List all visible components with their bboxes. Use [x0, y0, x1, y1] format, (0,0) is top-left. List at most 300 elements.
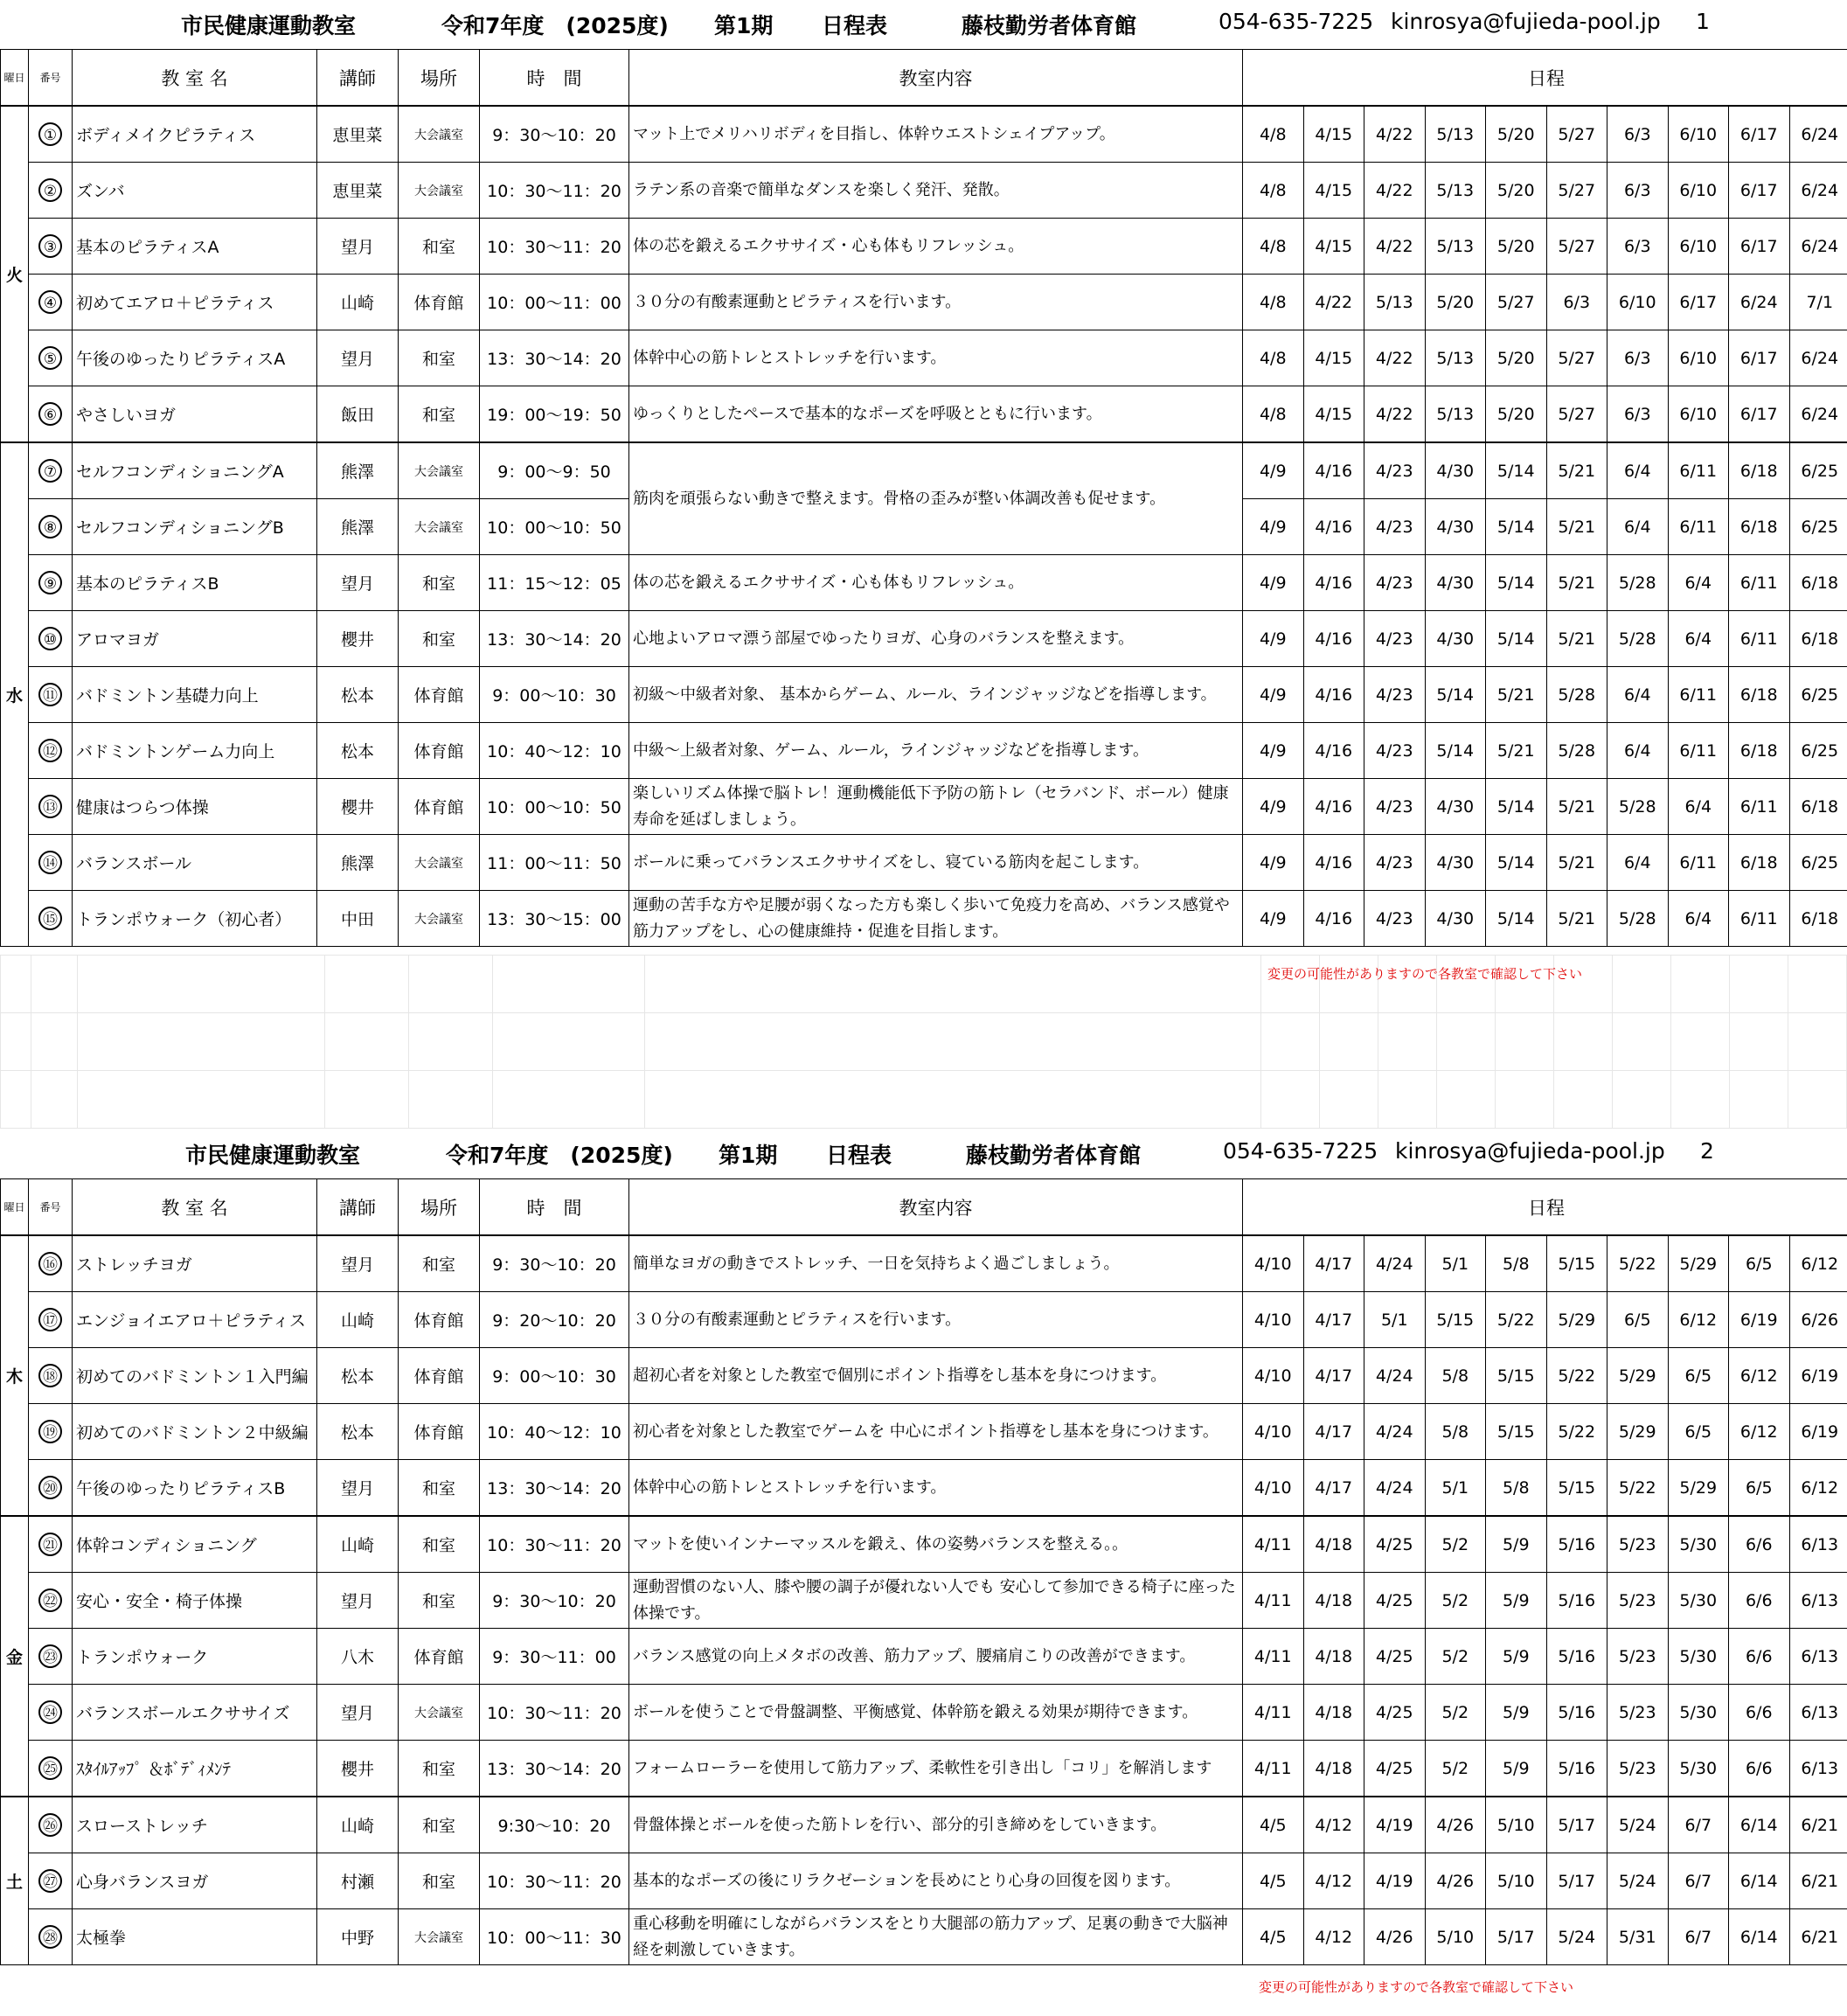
session-date: 4/30 — [1425, 611, 1486, 667]
session-date: 4/11 — [1243, 1516, 1304, 1573]
session-date: 6/25 — [1789, 667, 1847, 723]
session-date: 5/27 — [1546, 386, 1607, 443]
class-name: ズンバ — [73, 163, 317, 219]
session-date: 5/8 — [1425, 1404, 1486, 1460]
session-date: 4/25 — [1364, 1685, 1426, 1741]
class-number: ⑤ — [38, 346, 62, 370]
col-header-time: 時 間 — [480, 50, 629, 107]
session-date: 6/4 — [1668, 779, 1729, 835]
session-date: 5/15 — [1486, 1404, 1547, 1460]
class-time: 13：30～14：20 — [480, 1741, 629, 1797]
session-date: 5/21 — [1546, 611, 1607, 667]
class-number-cell — [29, 163, 73, 219]
session-date: 5/28 — [1607, 891, 1669, 947]
session-date: 4/19 — [1364, 1853, 1426, 1909]
class-time: 10：00～10：50 — [480, 779, 629, 835]
change-notice: 変更の可能性がありますので各教室で確認して下さい — [1267, 966, 1583, 982]
session-date: 4/26 — [1425, 1797, 1486, 1853]
session-date: 5/9 — [1486, 1516, 1547, 1573]
session-date: 4/16 — [1303, 835, 1364, 891]
instructor: 八木 — [317, 1629, 399, 1685]
session-date: 6/24 — [1789, 106, 1847, 163]
session-date: 6/10 — [1668, 106, 1729, 163]
session-date: 6/10 — [1668, 219, 1729, 275]
instructor: 山崎 — [317, 1516, 399, 1573]
place: 体育館 — [399, 779, 480, 835]
session-date: 4/9 — [1243, 723, 1304, 779]
session-date: 5/20 — [1486, 330, 1547, 386]
header-venue: 藤枝勤労者体育館 — [966, 1143, 1142, 1168]
session-date: 6/17 — [1668, 275, 1729, 330]
place: 体育館 — [399, 1348, 480, 1404]
session-date: 6/10 — [1668, 163, 1729, 219]
session-date: 6/25 — [1789, 499, 1847, 555]
session-date: 5/22 — [1546, 1404, 1607, 1460]
class-number-cell — [29, 1348, 73, 1404]
session-date: 6/11 — [1729, 555, 1790, 611]
session-date: 4/22 — [1364, 106, 1426, 163]
header-phone: 054-635-7225 — [1223, 1138, 1378, 1164]
instructor: 山崎 — [317, 1797, 399, 1853]
session-date: 6/18 — [1789, 611, 1847, 667]
session-date: 6/4 — [1607, 442, 1669, 499]
class-number-cell — [29, 779, 73, 835]
session-date: 4/30 — [1425, 779, 1486, 835]
session-date: 5/10 — [1425, 1909, 1486, 1965]
class-content: 簡単なヨガの動きでストレッチ、一日を気持ちよく過ごしましょう。 — [629, 1235, 1243, 1292]
weekday-cell: 水 — [1, 442, 29, 947]
session-date: 6/25 — [1789, 442, 1847, 499]
class-number: ⑮ — [38, 907, 62, 930]
class-name: ボディメイクピラティス — [73, 106, 317, 163]
session-date: 5/16 — [1546, 1516, 1607, 1573]
class-number-cell — [29, 275, 73, 330]
class-name: バランスボール — [73, 835, 317, 891]
session-date: 4/15 — [1303, 106, 1364, 163]
class-number: ㉘ — [38, 1925, 62, 1949]
class-content: ゆっくりとしたペースで基本的なポーズを呼吸とともに行います。 — [629, 386, 1243, 443]
session-date: 4/22 — [1364, 330, 1426, 386]
class-row — [1, 1629, 1847, 1685]
session-date: 4/9 — [1243, 442, 1304, 499]
session-date: 6/3 — [1607, 386, 1669, 443]
session-date: 6/13 — [1789, 1573, 1847, 1629]
session-date: 6/21 — [1789, 1853, 1847, 1909]
session-date: 4/11 — [1243, 1629, 1304, 1685]
session-date: 5/20 — [1425, 275, 1486, 330]
class-row — [1, 611, 1847, 667]
session-date: 5/14 — [1486, 442, 1547, 499]
col-header-number: 番号 — [29, 50, 73, 107]
session-date: 4/17 — [1303, 1460, 1364, 1517]
session-date: 6/5 — [1668, 1404, 1729, 1460]
place: 和室 — [399, 1853, 480, 1909]
session-date: 4/10 — [1243, 1404, 1304, 1460]
class-time: 10：30～11：20 — [480, 219, 629, 275]
session-date: 6/6 — [1729, 1629, 1790, 1685]
class-row — [1, 1404, 1847, 1460]
session-date: 6/6 — [1729, 1573, 1790, 1629]
session-date: 4/23 — [1364, 611, 1426, 667]
session-date: 4/9 — [1243, 555, 1304, 611]
weekday-cell: 火 — [1, 106, 29, 442]
session-date: 4/16 — [1303, 442, 1364, 499]
session-date: 4/22 — [1364, 219, 1426, 275]
session-date: 4/19 — [1364, 1797, 1426, 1853]
session-date: 4/9 — [1243, 667, 1304, 723]
place: 和室 — [399, 1516, 480, 1573]
session-date: 5/24 — [1607, 1853, 1669, 1909]
session-date: 4/23 — [1364, 891, 1426, 947]
col-header-day: 曜日 — [1, 50, 29, 107]
col-header-content: 教室内容 — [629, 1179, 1243, 1236]
session-date: 5/28 — [1546, 723, 1607, 779]
session-date: 5/29 — [1607, 1404, 1669, 1460]
class-time: 11：15～12：05 — [480, 555, 629, 611]
session-date: 5/27 — [1546, 163, 1607, 219]
session-date: 5/29 — [1668, 1460, 1729, 1517]
session-date: 5/1 — [1425, 1460, 1486, 1517]
session-date: 4/22 — [1364, 163, 1426, 219]
session-date: 6/10 — [1668, 330, 1729, 386]
class-number-cell — [29, 667, 73, 723]
class-name: トランポウォーク（初心者） — [73, 891, 317, 947]
session-date: 6/18 — [1729, 499, 1790, 555]
class-content: 筋肉を頑張らない動きで整えます。骨格の歪みが整い体調改善も促せます。 — [629, 442, 1243, 555]
class-row — [1, 555, 1847, 611]
place: 和室 — [399, 1573, 480, 1629]
class-time: 10：40～12：10 — [480, 723, 629, 779]
session-date: 6/7 — [1668, 1909, 1729, 1965]
session-date: 6/11 — [1668, 667, 1729, 723]
class-time: 10：30～11：20 — [480, 1516, 629, 1573]
instructor: 中野 — [317, 1909, 399, 1965]
session-date: 4/9 — [1243, 835, 1304, 891]
session-date: 4/15 — [1303, 330, 1364, 386]
class-row — [1, 1516, 1847, 1573]
class-number: ⑨ — [38, 571, 62, 594]
session-date: 6/10 — [1668, 386, 1729, 443]
class-number: ⑱ — [38, 1364, 62, 1387]
session-date: 5/29 — [1607, 1348, 1669, 1404]
class-number-cell — [29, 611, 73, 667]
class-number-cell — [29, 1629, 73, 1685]
class-time: 9：00～10：30 — [480, 667, 629, 723]
class-name: 基本のピラティスA — [73, 219, 317, 275]
session-date: 5/21 — [1486, 723, 1547, 779]
session-date: 7/1 — [1789, 275, 1847, 330]
session-date: 5/13 — [1364, 275, 1426, 330]
session-date: 5/20 — [1486, 163, 1547, 219]
class-content: 初心者を対象とした教室でゲームを 中心にポイント指導をし基本を身につけます。 — [629, 1404, 1243, 1460]
session-date: 4/18 — [1303, 1741, 1364, 1797]
place: 体育館 — [399, 667, 480, 723]
header-page-number: 1 — [1696, 9, 1710, 34]
instructor: 櫻井 — [317, 779, 399, 835]
class-number: ㉖ — [38, 1813, 62, 1837]
class-time: 9：00～10：30 — [480, 1348, 629, 1404]
class-name: 安心・安全・椅子体操 — [73, 1573, 317, 1629]
class-row — [1, 835, 1847, 891]
class-name: ストレッチヨガ — [73, 1235, 317, 1292]
session-date: 5/15 — [1546, 1235, 1607, 1292]
session-date: 4/24 — [1364, 1460, 1426, 1517]
session-date: 5/24 — [1546, 1909, 1607, 1965]
header-page-number: 2 — [1700, 1138, 1714, 1164]
session-date: 5/9 — [1486, 1573, 1547, 1629]
place: 和室 — [399, 1235, 480, 1292]
class-name: エンジョイエアロ＋ピラティス — [73, 1292, 317, 1348]
session-date: 5/27 — [1486, 275, 1547, 330]
session-date: 5/13 — [1425, 330, 1486, 386]
session-date: 5/14 — [1486, 779, 1547, 835]
class-number: ⑥ — [38, 402, 62, 426]
session-date: 5/14 — [1486, 835, 1547, 891]
col-header-number: 番号 — [29, 1179, 73, 1236]
header-email: kinrosya@fujieda-pool.jp — [1395, 1138, 1665, 1164]
class-number-cell — [29, 1853, 73, 1909]
session-date: 5/15 — [1425, 1292, 1486, 1348]
session-date: 5/9 — [1486, 1741, 1547, 1797]
session-date: 4/17 — [1303, 1235, 1364, 1292]
class-content: 骨盤体操とボールを使った筋トレを行い、部分的引き締めをしていきます。 — [629, 1797, 1243, 1853]
class-content: 中級～上級者対象、ゲーム、ルール，ラインジャッジなどを指導します。 — [629, 723, 1243, 779]
header-row — [1, 1179, 1847, 1236]
session-date: 6/7 — [1668, 1853, 1729, 1909]
session-date: 4/18 — [1303, 1629, 1364, 1685]
class-number-cell — [29, 1909, 73, 1965]
session-date: 6/25 — [1789, 723, 1847, 779]
class-content: 体幹中心の筋トレとストレッチを行います。 — [629, 330, 1243, 386]
class-name: 初めてのバドミントン２中級編 — [73, 1404, 317, 1460]
session-date: 4/11 — [1243, 1573, 1304, 1629]
session-date: 4/17 — [1303, 1404, 1364, 1460]
class-row — [1, 1292, 1847, 1348]
class-number-cell — [29, 442, 73, 499]
session-date: 4/25 — [1364, 1516, 1426, 1573]
class-number: ㉒ — [38, 1588, 62, 1612]
header-venue: 藤枝勤労者体育館 — [962, 13, 1137, 38]
session-date: 5/20 — [1486, 106, 1547, 163]
session-date: 4/23 — [1364, 723, 1426, 779]
session-date: 5/13 — [1425, 163, 1486, 219]
session-date: 6/17 — [1729, 163, 1790, 219]
class-time: 9：30～10：20 — [480, 1235, 629, 1292]
session-date: 4/25 — [1364, 1573, 1426, 1629]
session-date: 5/30 — [1668, 1573, 1729, 1629]
session-date: 6/13 — [1789, 1685, 1847, 1741]
session-date: 6/3 — [1607, 163, 1669, 219]
session-date: 5/22 — [1486, 1292, 1547, 1348]
session-date: 5/24 — [1607, 1797, 1669, 1853]
session-date: 6/17 — [1729, 386, 1790, 443]
session-date: 5/21 — [1546, 779, 1607, 835]
session-date: 4/23 — [1364, 835, 1426, 891]
session-date: 6/12 — [1789, 1235, 1847, 1292]
sheet-header — [0, 1130, 1847, 1178]
class-number: ③ — [38, 234, 62, 258]
class-content: 基本的なポーズの後にリラクゼーションを長めにとり心身の回復を図ります。 — [629, 1853, 1243, 1909]
schedule-table — [0, 49, 1847, 947]
session-date: 5/9 — [1486, 1629, 1547, 1685]
session-date: 6/19 — [1789, 1348, 1847, 1404]
session-date: 5/21 — [1546, 891, 1607, 947]
session-date: 6/18 — [1789, 779, 1847, 835]
instructor: 望月 — [317, 330, 399, 386]
class-time: 9：20～10：20 — [480, 1292, 629, 1348]
session-date: 4/9 — [1243, 779, 1304, 835]
class-row — [1, 442, 1847, 499]
session-date: 4/15 — [1303, 386, 1364, 443]
place: 体育館 — [399, 1404, 480, 1460]
class-time: 10：00～10：50 — [480, 499, 629, 555]
weekday-cell: 金 — [1, 1516, 29, 1797]
session-date: 4/24 — [1364, 1235, 1426, 1292]
class-time: 9：30～11：00 — [480, 1629, 629, 1685]
class-time: 9:30～10：20 — [480, 1797, 629, 1853]
session-date: 6/14 — [1729, 1797, 1790, 1853]
instructor: 山崎 — [317, 275, 399, 330]
class-number-cell — [29, 499, 73, 555]
header-email: kinrosya@fujieda-pool.jp — [1391, 9, 1661, 34]
session-date: 4/16 — [1303, 611, 1364, 667]
weekday-cell: 土 — [1, 1797, 29, 1965]
session-date: 6/21 — [1789, 1909, 1847, 1965]
class-number: ⑦ — [38, 459, 62, 483]
session-date: 6/18 — [1789, 891, 1847, 947]
session-date: 6/18 — [1729, 667, 1790, 723]
class-content: バランス感覚の向上メタボの改善、筋力アップ、腰痛肩こりの改善ができます。 — [629, 1629, 1243, 1685]
class-number-cell — [29, 1797, 73, 1853]
class-time: 10：00～11：30 — [480, 1909, 629, 1965]
instructor: 松本 — [317, 667, 399, 723]
session-date: 6/21 — [1789, 1797, 1847, 1853]
session-date: 4/26 — [1364, 1909, 1426, 1965]
instructor: 飯田 — [317, 386, 399, 443]
session-date: 5/23 — [1607, 1685, 1669, 1741]
class-number: ⑪ — [38, 683, 62, 706]
class-row — [1, 1797, 1847, 1853]
session-date: 5/23 — [1607, 1741, 1669, 1797]
session-date: 6/19 — [1789, 1404, 1847, 1460]
class-number: ⑩ — [38, 627, 62, 650]
session-date: 5/22 — [1546, 1348, 1607, 1404]
header-title: 市民健康運動教室 — [181, 13, 357, 38]
instructor: 山崎 — [317, 1292, 399, 1348]
class-content: ボールを使うことで骨盤調整、平衡感覚、体幹筋を鍛える効果が期待できます。 — [629, 1685, 1243, 1741]
col-header-place: 場所 — [399, 1179, 480, 1236]
session-date: 4/16 — [1303, 779, 1364, 835]
session-date: 4/30 — [1425, 442, 1486, 499]
session-date: 5/23 — [1607, 1516, 1669, 1573]
header-term: 第1期 — [714, 13, 774, 38]
class-time: 11：00～11：50 — [480, 835, 629, 891]
class-content: マット上でメリハリボディを目指し、体幹ウエストシェイプアップ。 — [629, 106, 1243, 163]
session-date: 6/12 — [1729, 1404, 1790, 1460]
session-date: 5/21 — [1546, 555, 1607, 611]
session-date: 4/16 — [1303, 667, 1364, 723]
class-name: 健康はつらつ体操 — [73, 779, 317, 835]
session-date: 5/2 — [1425, 1516, 1486, 1573]
session-date: 5/16 — [1546, 1741, 1607, 1797]
session-date: 4/18 — [1303, 1685, 1364, 1741]
session-date: 6/24 — [1789, 163, 1847, 219]
class-number: ㉑ — [38, 1533, 62, 1556]
session-date: 4/12 — [1303, 1853, 1364, 1909]
header-phone: 054-635-7225 — [1219, 9, 1374, 34]
class-time: 13：30～14：20 — [480, 1460, 629, 1517]
col-header-place: 場所 — [399, 50, 480, 107]
session-date: 5/21 — [1486, 667, 1547, 723]
place: 大会議室 — [399, 1685, 480, 1741]
class-row — [1, 667, 1847, 723]
session-date: 4/24 — [1364, 1348, 1426, 1404]
class-name: 初めてのバドミントン１入門編 — [73, 1348, 317, 1404]
session-date: 4/10 — [1243, 1348, 1304, 1404]
session-date: 6/12 — [1789, 1460, 1847, 1517]
header-kind: 日程表 — [826, 1143, 892, 1168]
session-date: 4/18 — [1303, 1516, 1364, 1573]
class-name: 体幹コンディショニング — [73, 1516, 317, 1573]
session-date: 5/29 — [1546, 1292, 1607, 1348]
class-time: 9：30～10：20 — [480, 106, 629, 163]
session-date: 6/24 — [1789, 219, 1847, 275]
class-content: 心地よいアロマ漂う部屋でゆったりヨガ、心身のバランスを整えます。 — [629, 611, 1243, 667]
session-date: 5/28 — [1607, 779, 1669, 835]
class-number: ㉔ — [38, 1700, 62, 1724]
class-name: セルフコンディショニングB — [73, 499, 317, 555]
session-date: 6/3 — [1546, 275, 1607, 330]
place: 和室 — [399, 1460, 480, 1517]
session-date: 5/16 — [1546, 1685, 1607, 1741]
class-number: ⑲ — [38, 1420, 62, 1443]
session-date: 4/11 — [1243, 1741, 1304, 1797]
session-date: 6/11 — [1668, 723, 1729, 779]
col-header-content: 教室内容 — [629, 50, 1243, 107]
session-date: 6/12 — [1668, 1292, 1729, 1348]
class-number-cell — [29, 723, 73, 779]
header-year: 令和7年度 (2025度) — [446, 1143, 673, 1168]
session-date: 5/10 — [1486, 1797, 1547, 1853]
class-name: 初めてエアロ＋ピラティス — [73, 275, 317, 330]
class-number: ㉕ — [38, 1756, 62, 1780]
session-date: 6/24 — [1789, 330, 1847, 386]
place: 和室 — [399, 1741, 480, 1797]
session-date: 4/16 — [1303, 555, 1364, 611]
class-time: 10：30～11：20 — [480, 1853, 629, 1909]
session-date: 5/14 — [1486, 499, 1547, 555]
instructor: 恵里菜 — [317, 106, 399, 163]
class-time: 10：40～12：10 — [480, 1404, 629, 1460]
place: 大会議室 — [399, 1909, 480, 1965]
session-date: 6/14 — [1729, 1909, 1790, 1965]
session-date: 4/8 — [1243, 275, 1304, 330]
session-date: 6/24 — [1789, 386, 1847, 443]
session-date: 5/30 — [1668, 1516, 1729, 1573]
class-row — [1, 1909, 1847, 1965]
session-date: 6/24 — [1729, 275, 1790, 330]
class-number-cell — [29, 1741, 73, 1797]
class-content: フォームローラーを使用して筋力アップ、柔軟性を引き出し「コリ」を解消します — [629, 1741, 1243, 1797]
session-date: 4/26 — [1425, 1853, 1486, 1909]
class-name: バランスボールエクササイズ — [73, 1685, 317, 1741]
session-date: 4/22 — [1303, 275, 1364, 330]
session-date: 4/22 — [1364, 386, 1426, 443]
place: 大会議室 — [399, 442, 480, 499]
class-row — [1, 106, 1847, 163]
class-number: ① — [38, 122, 62, 146]
class-name: 基本のピラティスB — [73, 555, 317, 611]
